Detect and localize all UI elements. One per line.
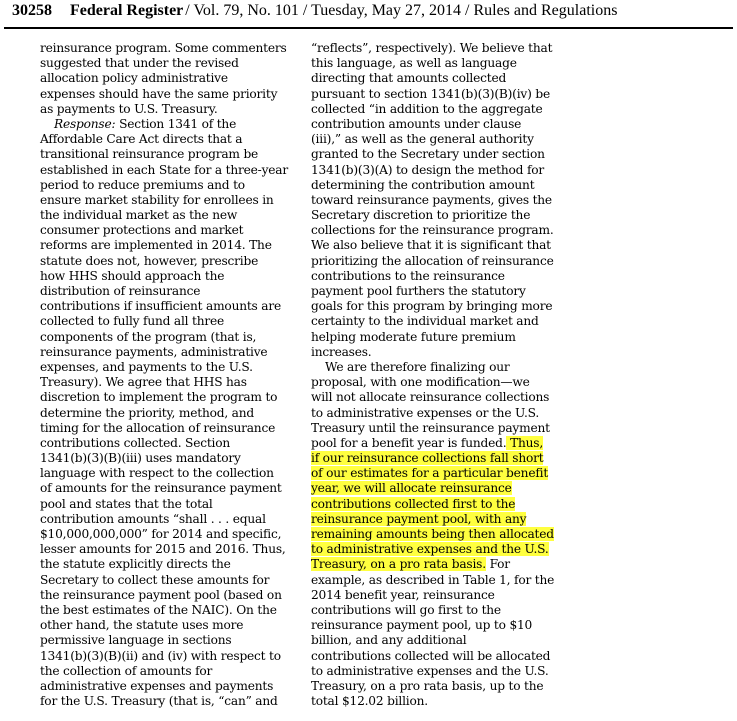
header-rule — [4, 27, 733, 29]
right-column — [311, 41, 573, 709]
text-line: the statute explicitly directs the — [40, 557, 231, 572]
text-line: the individual market as the new — [40, 208, 238, 223]
text-line: Secretary discretion to prioritize the — [311, 208, 531, 223]
text-line: pool and states that the total — [40, 496, 213, 511]
plain-text: For — [485, 557, 510, 572]
highlighted-text: remaining amounts being then allocated — [311, 527, 554, 541]
text-line: reinsurance payment pool, up to $10 — [311, 618, 533, 633]
highlighted-text: reinsurance payment pool, with any — [311, 511, 527, 526]
response-label: Response: — [54, 116, 116, 131]
text-line: to administrative expenses or the U.S. — [311, 405, 540, 420]
text-line: distribution of reinsurance — [40, 284, 201, 298]
text-line: Secretary to collect these amounts for — [40, 572, 270, 587]
text-line: permissive language in sections — [40, 633, 232, 648]
text-line: collections for the reinsurance program. — [311, 223, 554, 238]
text-line: toward reinsurance payments, gives the — [311, 192, 552, 207]
text-line: “reflects”, respectively). We believe that — [311, 41, 553, 55]
highlighted-text: contributions collected first to the — [311, 496, 516, 511]
text-line: contributions if insufficient amounts are — [40, 299, 281, 314]
text-line: $10,000,000,000” for 2014 and specific, — [40, 527, 282, 541]
text-line: helping moderate future premium — [311, 329, 516, 344]
response-line: Response: Section 1341 of the — [54, 116, 237, 131]
text-line: Treasury). We agree that HHS has — [40, 375, 247, 390]
text-line: goals for this program by bringing more — [311, 299, 553, 314]
text-line: payment pool furthers the statutory — [311, 284, 526, 298]
text-line: example, as described in Table 1, for the — [311, 572, 555, 587]
text-line: granted to the Secretary under section — [311, 147, 545, 162]
text-line: components of the program (that is, — [40, 329, 257, 344]
text-line: expenses, and payments to the U.S. — [40, 359, 253, 374]
text-line: lesser amounts for 2015 and 2016. Thus, — [40, 542, 286, 557]
highlighted-text: to administrative expenses and the U.S. — [311, 542, 549, 557]
text-line: administrative expenses and payments — [40, 678, 274, 693]
page-header — [4, 2, 733, 28]
highlighted-text: of our estimates for a particular benefit — [311, 466, 549, 481]
text-line: reinsurance payments, administrative — [40, 344, 268, 359]
left-column — [40, 41, 302, 709]
text-line: directing that amounts collected — [311, 71, 507, 86]
text-line: prioritizing the allocation of reinsurance — [311, 253, 554, 268]
text-line: to administrative expenses and the U.S. — [311, 663, 549, 678]
text-line: ensure market stability for enrollees in — [40, 192, 274, 207]
plain-text: pool for a benefit year is funded. — [311, 435, 507, 450]
text-line: transitional reinsurance program be — [40, 147, 259, 162]
text-line: determining the contribution amount — [311, 177, 535, 192]
highlighted-text: year, we will allocate reinsurance — [311, 481, 512, 496]
text-line: this language, as well as language — [311, 56, 517, 71]
text-line: the reinsurance payment pool (based on — [40, 587, 282, 602]
publication-title: Federal Register — [70, 2, 184, 19]
text-line: how HHS should approach the — [40, 268, 225, 283]
text-line: period to reduce premiums and to — [40, 177, 245, 192]
text-line: established in each State for a three-year — [40, 162, 288, 177]
text-line: 2014 benefit year, reinsurance — [311, 587, 495, 602]
text-line: billion, and any additional — [311, 633, 467, 648]
text-line: 1341(b)(3)(A) to design the method for — [311, 162, 545, 177]
mixed-line — [311, 557, 573, 572]
text-line: contributions to the reinsurance — [311, 268, 505, 283]
text-line: of amounts for the reinsurance payment — [40, 481, 282, 496]
text-line: increases. — [311, 344, 372, 359]
page-number: 30258 — [12, 2, 52, 19]
highlighted-text: if our reinsurance collections fall short — [311, 451, 544, 466]
text-line: the best estimates of the NAIC). On the — [40, 602, 277, 617]
text-line: reforms are implemented in 2014. The — [40, 238, 272, 253]
text-line: allocation policy administrative — [40, 71, 228, 86]
text-line: (iii),” as well as the general authority — [311, 132, 534, 147]
text-line: Affordable Care Act directs that a — [40, 132, 243, 147]
text-line: 1341(b)(3)(B)(ii) and (iv) with respect to — [40, 648, 281, 663]
text-line: for the U.S. Treasury (that is, “can” and — [40, 694, 278, 709]
text-line: Treasury until the reinsurance payment — [311, 420, 550, 435]
text-line: pursuant to section 1341(b)(3)(B)(iv) be — [311, 86, 550, 101]
text-line: 1341(b)(3)(B)(iii) uses mandatory — [40, 451, 241, 466]
text-line: contribution amounts under clause — [311, 116, 522, 131]
text-line: contributions collected will be allocated — [311, 648, 551, 663]
text-line: total $12.02 billion. — [311, 694, 428, 709]
text-line: collected to fully fund all three — [40, 314, 225, 329]
text-line: contributions collected. Section — [40, 435, 231, 450]
highlighted-text: Treasury, on a pro rata basis. — [311, 557, 486, 572]
text-line: other hand, the statute uses more — [40, 618, 244, 633]
mixed-line — [311, 436, 573, 451]
text-line: the collection of amounts for — [40, 663, 213, 678]
text-line: as payments to U.S. Treasury. — [40, 101, 218, 116]
text-line: Treasury, on a pro rata basis, up to the — [311, 678, 544, 693]
text-line: certainty to the individual market and — [311, 314, 539, 329]
text-line: proposal, with one modification—we — [311, 375, 530, 390]
text-line: suggested that under the revised — [40, 56, 239, 71]
text-line: consumer protections and market — [40, 223, 244, 238]
text-line: discretion to implement the program to — [40, 390, 278, 405]
text-line: contribution amounts “shall . . . equal — [40, 511, 266, 526]
text-line: timing for the allocation of reinsurance — [40, 420, 276, 435]
text-line: determine the priority, method, and — [40, 405, 254, 420]
issue-info: / Vol. 79, No. 101 / Tuesday, May 27, 2014 / Rules and Regulations — [185, 2, 618, 19]
highlighted-text: Thus, — [506, 435, 544, 450]
text-line: will not allocate reinsurance collections — [311, 390, 550, 405]
paragraph-start-line: We are therefore finalizing our — [325, 359, 510, 374]
text-line: language with respect to the collection — [40, 466, 274, 481]
text-line: contributions will go first to the — [311, 602, 501, 617]
text-line: We also believe that it is significant that — [311, 238, 551, 253]
text-line: collected “in addition to the aggregate — [311, 101, 543, 116]
text-line: expenses should have the same priority — [40, 86, 278, 101]
text-line: statute does not, however, prescribe — [40, 253, 259, 268]
text-line: reinsurance program. Some commenters — [40, 41, 287, 55]
